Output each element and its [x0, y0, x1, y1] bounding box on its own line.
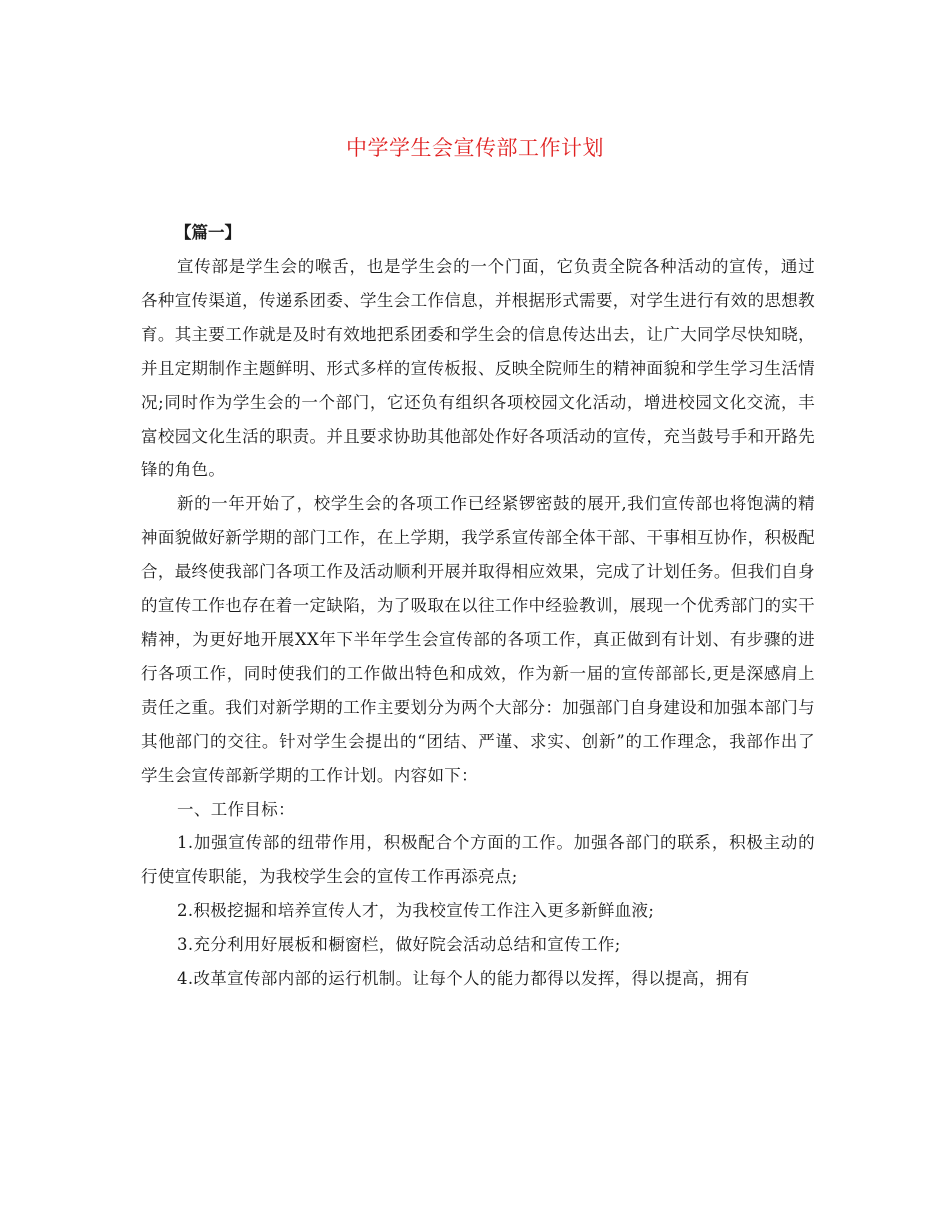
document-title: 中学学生会宣传部工作计划: [346, 136, 604, 160]
goal-item-4: 4.改革宣传部内部的运行机制。让每个人的能力都得以发挥，得以提高，拥有: [177, 969, 750, 989]
goal-item-1: 1.加强宣传部的纽带作用，积极配合个方面的工作。加强各部门的联系，积极主动的行使宣传职能，为我校学生会的宣传工作再添亮点;: [141, 833, 815, 887]
document-body: [141, 216, 815, 996]
section-label: 【篇一】: [175, 223, 241, 242]
goal-item-2: 2.积极挖掘和培养宣传人才，为我校宣传工作注入更多新鲜血液;: [177, 901, 655, 921]
paragraph-plan: 新的一年开始了，校学生会的各项工作已经紧锣密鼓的展开,我们宣传部也将饱满的精神面貌做好新学期的部门工作，在上学期，我学系宣传部全体干部、干事相互协作，积极配合，最终使我部门各项工作及活动顺利开展并取得相应效果，完成了计划任务。但我们自身的宣传工作也存在着一定缺陷，为了吸取在以往工作中经验教训，展现一个优秀部门的实干精神，为更好地开展XX年下半年学生会宣传部的各项工作，真正做到有计划、有步骤的进行各项工作，同时使我们的工作做出特色和成效，作为新一届的宣传部部长,更是深感肩上责任之重。我们对新学期的工作主要划分为两个大部分：加强部门自身建设和加强本部门与其他部门的交往。针对学生会提出的“团结、严谨、求实、创新”的工作理念，我部作出了学生会宣传部新学期的工作计划。内容如下：: [141, 494, 815, 785]
paragraph-intro: 宣传部是学生会的喉舌，也是学生会的一个门面，它负责全院各种活动的宣传，通过各种宣传渠道，传递系团委、学生会工作信息，并根据形式需要，对学生进行有效的思想教育。其主要工作就是及时有效地把系团委和学生会的信息传达出去，让广大同学尽快知晓，并且定期制作主题鲜明、形式多样的宣传板报、反映全院师生的精神面貌和学生学习生活情况;同时作为学生会的一个部门，它还负有组织各项校园文化活动，增进校园文化交流，丰富校园文化生活的职责。并且要求协助其他部处作好各项活动的宣传，充当鼓号手和开路先锋的角色。: [141, 257, 815, 480]
goals-heading: 一、工作目标：: [177, 799, 295, 819]
goal-item-3: 3.充分利用好展板和橱窗栏，做好院会活动总结和宣传工作;: [177, 935, 621, 955]
